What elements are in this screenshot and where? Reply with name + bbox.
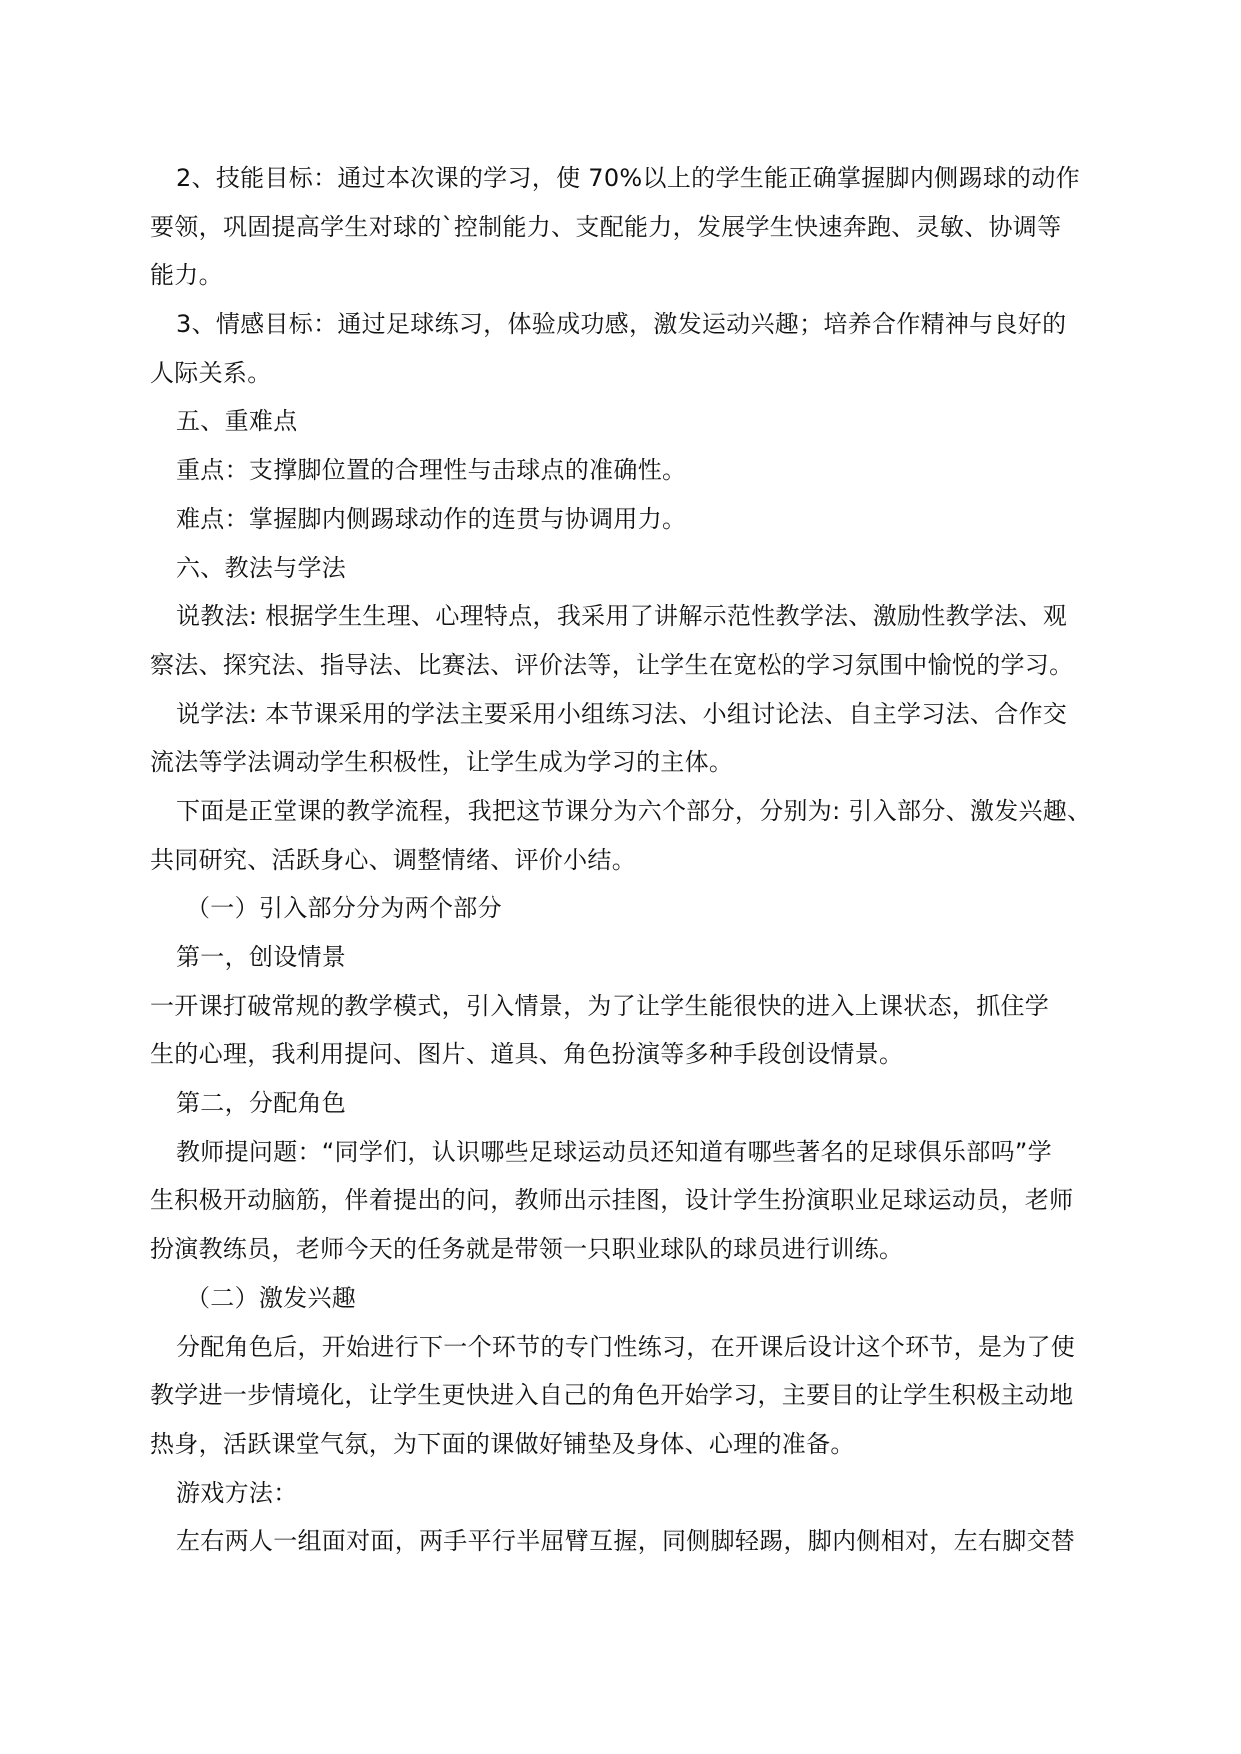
paragraph-line: 能力。 — [150, 261, 223, 290]
paragraph-line: 说教法: 根据学生生理、心理特点，我采用了讲解示范性教学法、激励性教学法、观 — [176, 602, 1068, 631]
paragraph-line: 下面是正堂课的教学流程，我把这节课分为六个部分，分别为: 引入部分、激发兴趣、 — [176, 796, 1092, 825]
paragraph-line: 第一，创设情景 — [176, 943, 347, 971]
paragraph-line: 生积极开动脑筋，伴着提出的问，教师出示挂图，设计学生扮演职业足球运动员，老师 — [150, 1186, 1074, 1215]
paragraph-line: 共同研究、活跃身心、调整情绪、评价小结。 — [150, 845, 636, 874]
paragraph-line: 察法、探究法、指导法、比赛法、评价法等，让学生在宽松的学习氛围中愉悦的学习。 — [150, 650, 1074, 679]
paragraph-line: 教师提问题：“同学们，认识哪些足球运动员还知道有哪些著名的足球俱乐部吗”学 — [176, 1137, 1052, 1166]
paragraph-line: 左右两人一组面对面，两手平行半屈臂互握，同侧脚轻踢，脚内侧相对，左右脚交替 — [176, 1527, 1076, 1556]
subsection-heading: （二）激发兴趣 — [186, 1283, 357, 1312]
paragraph-line: 扮演教练员，老师今天的任务就是带领一只职业球队的球员进行训练。 — [150, 1235, 904, 1264]
paragraph-line: 要领，巩固提高学生对球的`控制能力、支配能力，发展学生快速奔跑、灵敏、协调等 — [150, 212, 1062, 241]
document-body — [150, 154, 1095, 1566]
section-heading: 六、教法与学法 — [176, 553, 347, 582]
subsection-heading: （一）引入部分分为两个部分 — [186, 894, 502, 923]
paragraph-line: 说学法: 本节课采用的学法主要采用小组练习法、小组讨论法、自主学习法、合作交 — [176, 699, 1068, 728]
paragraph-line: 重点：支撑脚位置的合理性与击球点的准确性。 — [176, 456, 687, 485]
paragraph-line: 3、情感目标：通过足球练习，体验成功感，激发运动兴趣；培养合作精神与良好的 — [176, 310, 1067, 339]
paragraph-line: 生的心理，我利用提问、图片、道具、角色扮演等多种手段创设情景。 — [150, 1040, 904, 1069]
paragraph-line: 第二，分配角色 — [176, 1089, 347, 1118]
paragraph-line: 人际关系。 — [150, 358, 272, 387]
paragraph-line: 2、技能目标：通过本次课的学习，使 70%以上的学生能正确掌握脚内侧踢球的动作 — [176, 164, 1080, 192]
paragraph-line: 难点：掌握脚内侧踢球动作的连贯与协调用力。 — [176, 504, 687, 533]
paragraph-line: 教学进一步情境化，让学生更快进入自己的角色开始学习，主要目的让学生积极主动地 — [150, 1381, 1074, 1410]
paragraph-line: 游戏方法： — [176, 1478, 298, 1507]
paragraph-line: 分配角色后，开始进行下一个环节的专门性练习，在开课后设计这个环节，是为了使 — [176, 1332, 1076, 1361]
paragraph-line: 热身，活跃课堂气氛，为下面的课做好铺垫及身体、心理的准备。 — [150, 1429, 855, 1458]
section-heading: 五、重难点 — [176, 407, 298, 436]
paragraph-line: 一开课打破常规的教学模式，引入情景，为了让学生能很快的进入上课状态，抓住学 — [150, 991, 1050, 1020]
paragraph-line: 流法等学法调动学生积极性，让学生成为学习的主体。 — [150, 748, 734, 777]
